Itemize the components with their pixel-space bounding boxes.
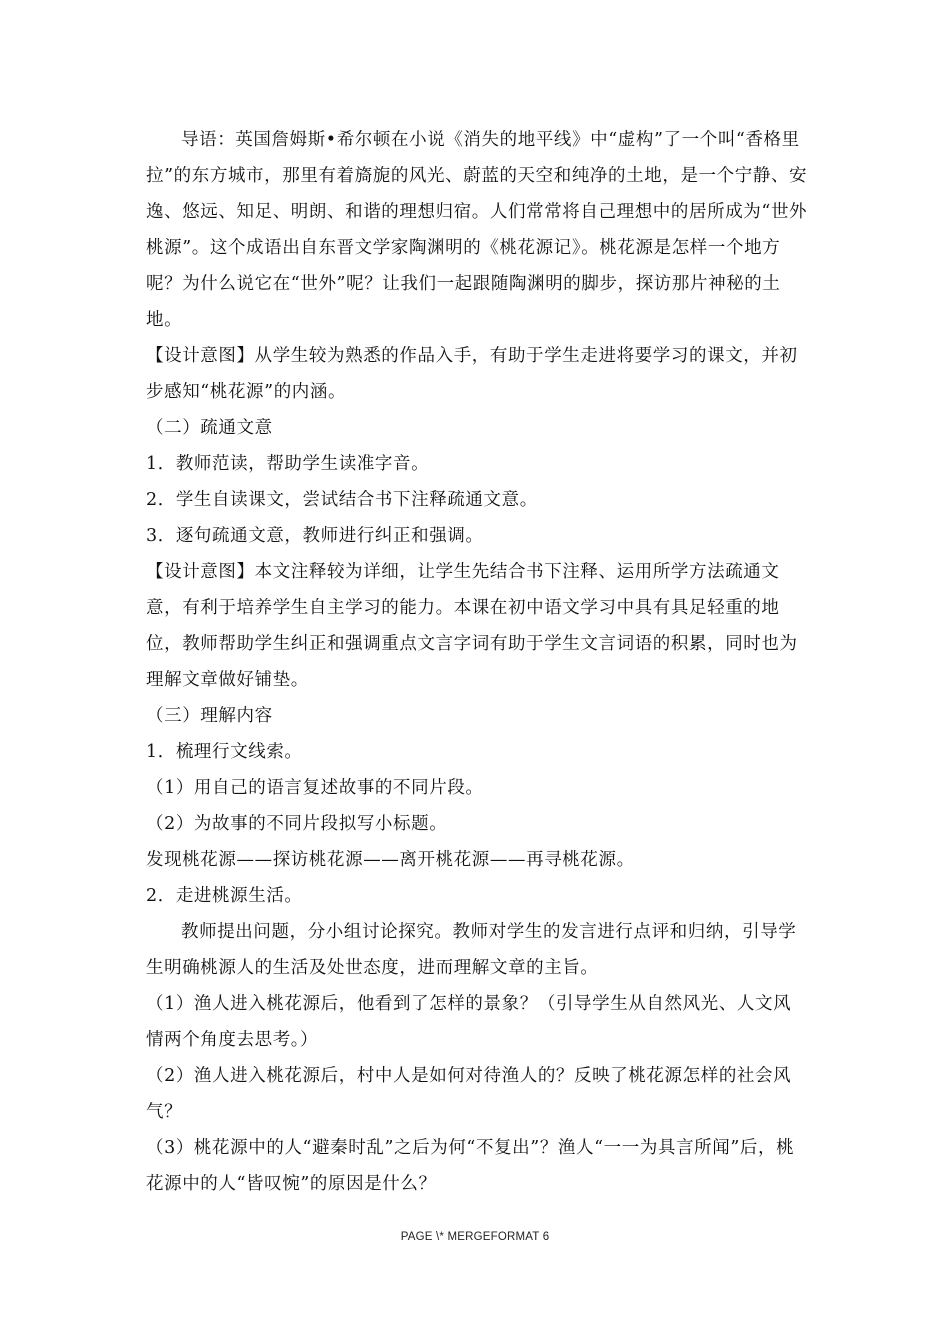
page-footer: PAGE \* MERGEFORMAT 6 — [400, 1231, 550, 1243]
list-item: 3．逐句疏通文意，教师进行纠正和强调。 — [146, 526, 484, 546]
teacher-instruction: 教师提出问题，分小组讨论探究。教师对学生的发言进行点评和归纳，引导学生明确桃源人的生活及处世态度，进而理解文章的主旨。 — [146, 922, 797, 978]
sub-list-item: （1）用自己的语言复述故事的不同片段。 — [146, 778, 484, 798]
section-heading-2: （二）疏通文意 — [146, 418, 273, 438]
question-item: （2）渔人进入桃花源后，村中人是如何对待渔人的？反映了桃花源怎样的社会风气？ — [146, 1066, 792, 1122]
list-item: 1．梳理行文线索。 — [146, 742, 303, 762]
design-intent-2: 【设计意图】本文注释较为详细，让学生先结合书下注释、运用所学方法疏通文意，有利于培养学生自主学习的能力。本课在初中语文学习中具有具足轻重的地位，教师帮助学生纠正和强调重点文言字词有助于学生文言词语的积累，同时也为理解文章做好铺垫。 — [146, 562, 798, 690]
list-item: 2．学生自读课文，尝试结合书下注释疏通文意。 — [146, 490, 538, 510]
intro-paragraph: 导语：英国詹姆斯•希尔顿在小说《消失的地平线》中“虚构”了一个叫“香格里拉”的东方城市，那里有着旖旎的风光、蔚蓝的天空和纯净的土地，是一个宁静、安逸、悠远、知足、明朗、和谐的理想归宿。人们常常将自己理想中的居所成为“世外桃源”。这个成语出自东晋文学家陶渊明的《桃花源记》。桃花源是怎样一个地方呢？为什么说它在“世外”呢？让我们一起跟随陶渊明的脚步，探访那片神秘的土地。 — [146, 130, 808, 330]
list-item: 1．教师范读，帮助学生读准字音。 — [146, 454, 430, 474]
question-item: （3）桃花源中的人“避秦时乱”之后为何“不复出”？渔人“一一为具言所闻”后，桃花源中的人“皆叹惋”的原因是什么？ — [146, 1138, 795, 1194]
sub-list-item: （2）为故事的不同片段拟写小标题。 — [146, 814, 448, 834]
subtitle-sequence: 发现桃花源——探访桃花源——离开桃花源——再寻桃花源。 — [146, 850, 635, 870]
design-intent-1: 【设计意图】从学生较为熟悉的作品入手，有助于学生走进将要学习的课文，并初步感知“桃花源”的内涵。 — [146, 346, 798, 402]
section-heading-3: （三）理解内容 — [146, 706, 273, 726]
list-item: 2．走进桃源生活。 — [146, 886, 303, 906]
document-body — [146, 122, 808, 1202]
question-item: （1）渔人进入桃花源后，他看到了怎样的景象？（引导学生从自然风光、人文风情两个角度去思考。） — [146, 994, 792, 1050]
